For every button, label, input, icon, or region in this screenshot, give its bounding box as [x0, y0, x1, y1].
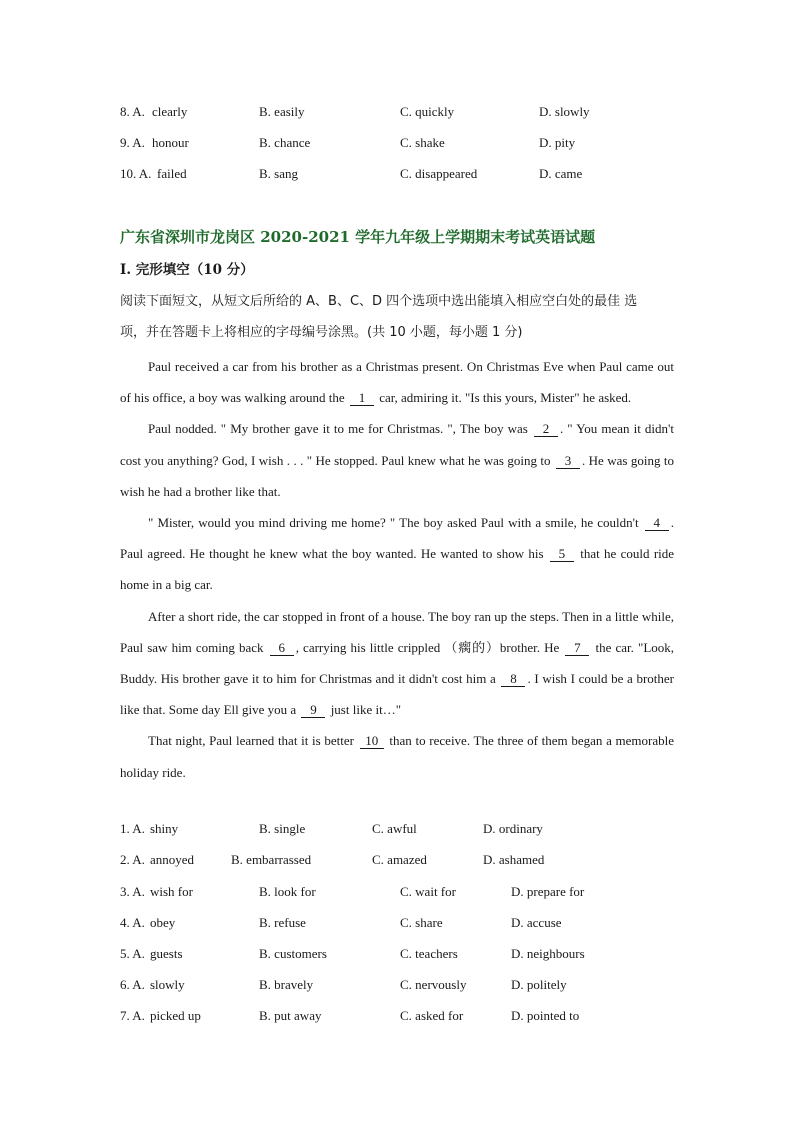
question-number: 6. A.	[120, 977, 145, 992]
question-number: 1. A.	[120, 821, 145, 836]
paragraph-2	[120, 413, 674, 507]
option-a: slowly	[150, 977, 185, 992]
option-c: C. wait for	[400, 884, 456, 899]
option-c: C. nervously	[400, 977, 467, 992]
passage-text: the car. "Look, Buddy. His brother gave it to him for Christmas and it didn't cost him a	[120, 639, 675, 687]
option-d: D. prepare for	[511, 884, 585, 899]
option-a: guests	[150, 946, 183, 961]
blank-2: 2	[534, 422, 558, 437]
passage-text: , carrying his little crippled （瘸的）brother. He	[295, 639, 560, 655]
section-heading: I. 完形填空（10 分）	[120, 262, 254, 278]
exam-title: 广东省深圳市龙岗区 2020-2021 学年九年级上学期期末考试英语试题	[120, 228, 596, 246]
option-b: B. customers	[259, 946, 327, 961]
option-d: D. neighbours	[511, 946, 585, 961]
option-c: C. disappeared	[400, 166, 478, 181]
option-d: D. ashamed	[483, 852, 545, 867]
question-number: 9. A.	[120, 135, 145, 150]
passage-text: " Mister, would you mind driving me home? " The boy asked Paul with a smile, he couldn't	[148, 515, 639, 531]
paragraph-5	[120, 725, 674, 787]
cloze-passage	[120, 351, 674, 788]
passage-text: Paul nodded. " My brother gave it to me for Christmas. ", The boy was	[148, 421, 528, 437]
passage-text: That night, Paul learned that it is better	[148, 733, 355, 749]
blank-6: 6	[270, 641, 294, 656]
passage-text: that he could ride home in a big car.	[120, 546, 675, 593]
question-number: 3. A.	[120, 884, 145, 899]
option-a: honour	[152, 135, 189, 150]
option-d: D. ordinary	[483, 821, 543, 836]
passage-text: After a short ride, the car stopped in front of a house. The boy ran up the steps. Then in a little while, Paul saw him coming back	[120, 608, 674, 655]
option-b: B. look for	[259, 884, 316, 899]
passage-text: . Paul agreed. He thought he knew what the boy wanted. He wanted to show his	[120, 515, 675, 562]
option-b: B. put away	[259, 1008, 322, 1023]
option-c: C. quickly	[400, 104, 455, 119]
blank-10: 10	[360, 734, 384, 749]
option-a: obey	[150, 915, 176, 930]
option-b: B. chance	[259, 135, 311, 150]
passage-text: than to receive. The three of them began a memorable holiday ride.	[120, 733, 675, 780]
blank-4: 4	[645, 516, 669, 531]
option-b: B. embarrassed	[231, 852, 312, 867]
option-c: C. amazed	[372, 852, 427, 867]
option-c: C. shake	[400, 135, 445, 150]
instruction-line-1: 阅读下面短文，从短文后所给的 A、B、C、D 四个选项中选出能填入相应空白处的最佳 选	[120, 294, 638, 309]
blank-7: 7	[565, 641, 589, 656]
option-c: C. teachers	[400, 946, 458, 961]
option-a: shiny	[150, 821, 179, 836]
option-d: D. pity	[539, 135, 576, 150]
option-d: D. accuse	[511, 915, 562, 930]
option-a: annoyed	[150, 852, 195, 867]
option-d: D. came	[539, 166, 583, 181]
passage-text: just like it…"	[330, 702, 401, 718]
passage-text: Paul received a car from his brother as a Christmas present. On Christmas Eve when Paul came out of his office, a boy was walking around the	[120, 359, 674, 406]
blank-5: 5	[550, 547, 574, 562]
question-number: 10. A.	[120, 166, 152, 181]
paragraph-4	[120, 601, 674, 726]
blank-8: 8	[501, 672, 525, 687]
blank-9: 9	[301, 703, 325, 718]
blank-1: 1	[350, 391, 374, 406]
option-a: failed	[157, 166, 187, 181]
passage-text: . He was going to wish he had a brother like that.	[120, 452, 675, 499]
question-number: 4. A.	[120, 915, 145, 930]
question-number: 5. A.	[120, 946, 145, 961]
option-d: D. pointed to	[511, 1008, 580, 1023]
paragraph-3	[120, 507, 674, 601]
option-c: C. awful	[372, 821, 417, 836]
passage-text: . " You mean it didn't cost you anything? God, I wish . . . " He stopped. Paul knew what he was going to	[120, 421, 674, 468]
question-number: 8. A.	[120, 104, 145, 119]
passage-text: car, admiring it. "Is this yours, Mister" he asked.	[379, 390, 632, 406]
option-a: wish for	[150, 884, 193, 899]
option-d: D. slowly	[539, 104, 590, 119]
paragraph-1	[120, 351, 674, 413]
option-a: picked up	[150, 1008, 201, 1023]
option-b: B. refuse	[259, 915, 306, 930]
question-number: 7. A.	[120, 1008, 145, 1023]
blank-3: 3	[556, 454, 580, 469]
option-d: D. politely	[511, 977, 567, 992]
option-b: B. easily	[259, 104, 305, 119]
option-c: C. asked for	[400, 1008, 464, 1023]
passage-text: . I wish I could be a brother like that. Some day Ell give you a	[120, 671, 674, 718]
option-b: B. bravely	[259, 977, 314, 992]
instruction-line-2: 项，并在答题卡上将相应的字母编号涂黑。(共 10 小题，每小题 1 分)	[120, 325, 523, 340]
option-b: B. single	[259, 821, 306, 836]
option-b: B. sang	[259, 166, 298, 181]
option-c: C. share	[400, 915, 443, 930]
option-a: clearly	[152, 104, 188, 119]
question-number: 2. A.	[120, 852, 145, 867]
